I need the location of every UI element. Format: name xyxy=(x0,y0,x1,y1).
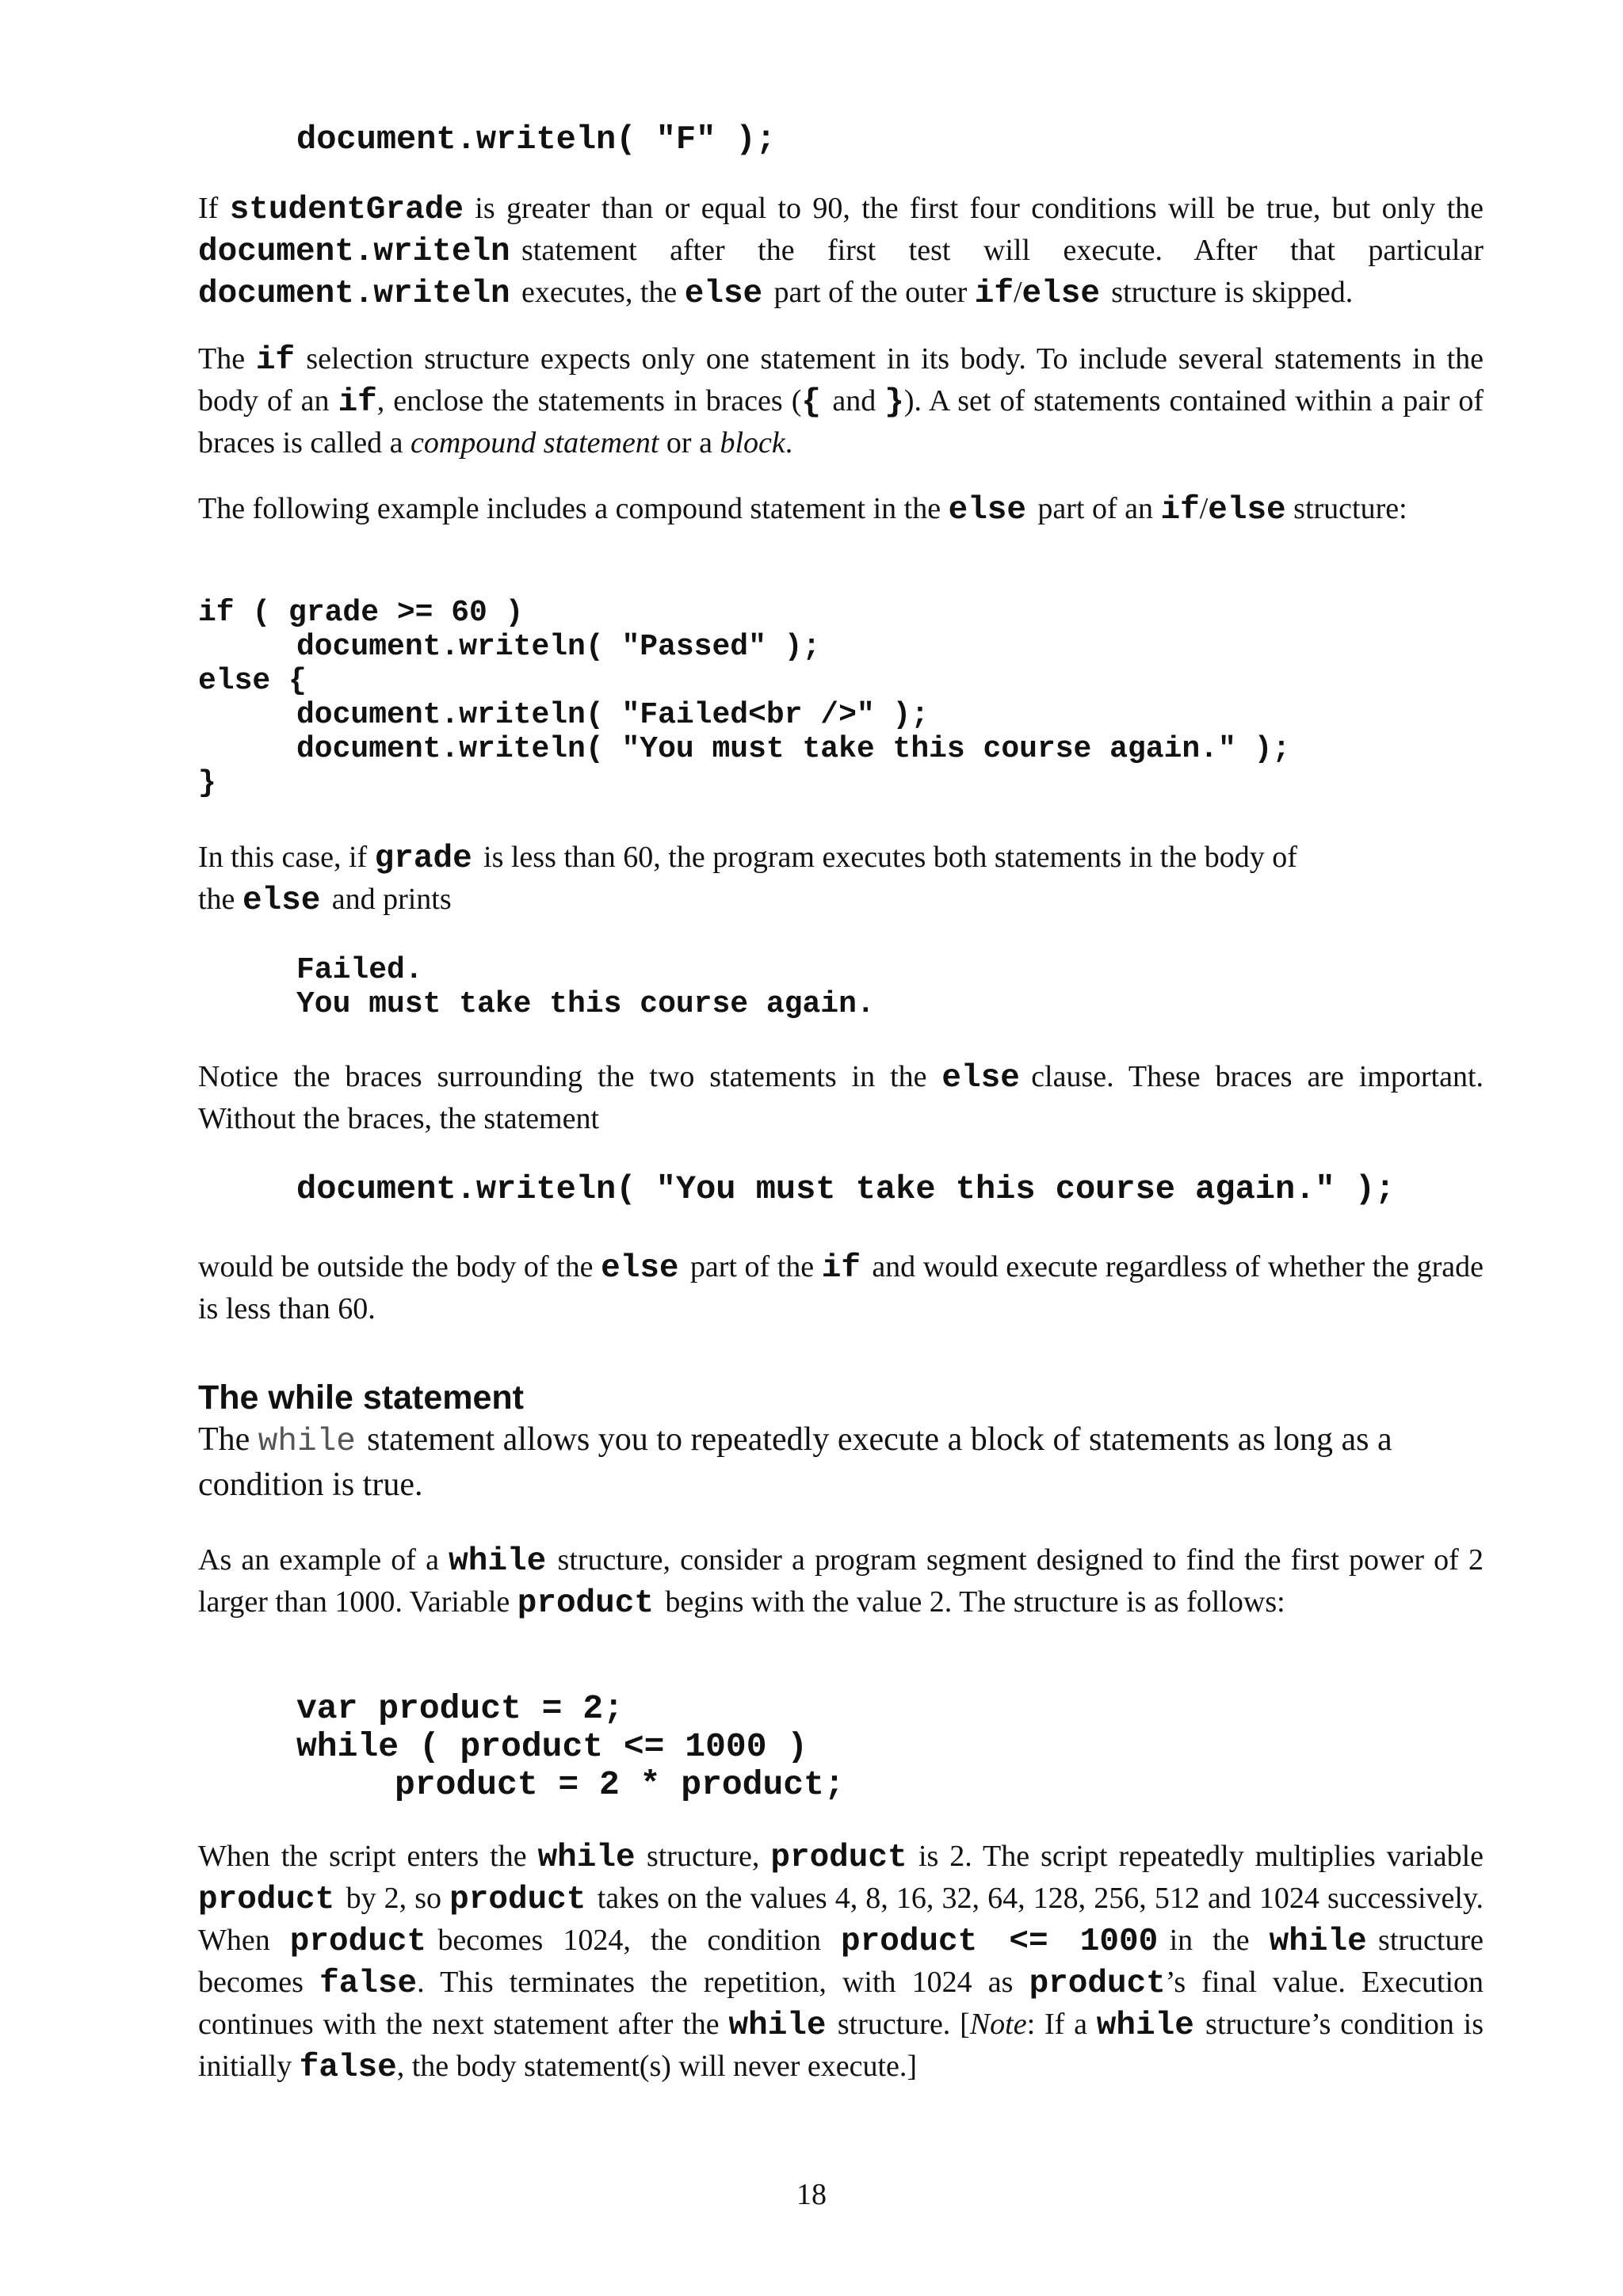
code-line: document.writeln( "Failed<br />" ); xyxy=(296,698,930,732)
code-line: while ( product <= 1000 ) xyxy=(296,1727,808,1766)
code-block-while xyxy=(198,1690,1484,1804)
code-line: } xyxy=(198,766,216,800)
code-block-if-else xyxy=(198,596,1484,800)
paragraph-7: The while statement allows you to repeatedly execute a block of statements as long as a condition is true. xyxy=(198,1421,1392,1503)
paragraph-1: If studentGrade is greater than or equal to 90, the first four conditions will be true, but only the document.writeln statement after the first test will execute. After that particular document.writeln executes, the else part of the outer if/else structure is skipped. xyxy=(198,192,1484,312)
code-line: var product = 2; xyxy=(296,1689,624,1728)
paragraph-2: The if selection structure expects only one statement in its body. To include several statements in the body of an if, enclose the statements in braces ({ and }). A set of statements contained within a pair of braces is called a compound statement or a block. xyxy=(198,342,1484,460)
code-line-standalone: document.writeln( "You must take this course again." ); xyxy=(296,1170,1396,1208)
code-line: else { xyxy=(198,664,307,698)
section-heading: The while statement xyxy=(198,1379,524,1417)
code-line: if ( grade >= 60 ) xyxy=(198,596,524,630)
paragraph-9: When the script enters the while structure, product is 2. The script repeatedly multiplies variable product by 2, so product takes on the values 4, 8, 16, 32, 64, 128, 256, 512 and 1024 successively. When product becomes 1024, the condition product <= 1000 in the while structure becomes false. This terminates the repetition, with 1024 as product’s final value. Execution continues with the next statement after the while structure. [Note: If a while structure’s condition is initially false, the body statement(s) will never execute.] xyxy=(198,1840,1484,2086)
paragraph-8: As an example of a while structure, consider a program segment designed to find the first power of 2 larger than 1000. Variable product begins with the value 2. The structure is as follows: xyxy=(198,1543,1484,1622)
code-line-top: document.writeln( "F" ); xyxy=(296,120,776,158)
paragraph-5: Notice the braces surrounding the two statements in the else clause. These braces are important. Without the braces, the statement xyxy=(198,1060,1484,1135)
code-line: product = 2 * product; xyxy=(395,1765,845,1804)
page-number: 18 xyxy=(796,2178,827,2211)
output-line: Failed. xyxy=(296,953,423,987)
paragraph-3: The following example includes a compound statement in the else part of an if/else structure: xyxy=(198,492,1407,528)
output-line: You must take this course again. xyxy=(296,987,875,1021)
code-line: document.writeln( "Passed" ); xyxy=(296,630,821,664)
paragraph-4: In this case, if grade is less than 60, the program executes both statements in the body of the else and prints xyxy=(198,841,1297,919)
paragraph-6: would be outside the body of the else part of the if and would execute regardless of whether the grade is less than 60. xyxy=(198,1250,1484,1325)
code-line: document.writeln( "You must take this course again." ); xyxy=(296,732,1291,766)
output-block xyxy=(198,953,1484,1021)
